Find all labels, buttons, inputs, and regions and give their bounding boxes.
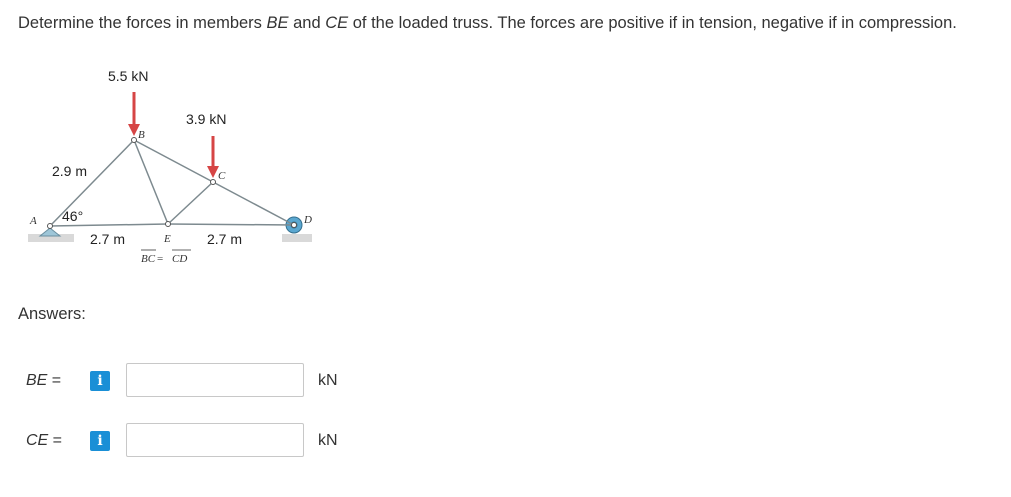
answer-eq-be: = bbox=[47, 372, 62, 389]
node-c-label: C bbox=[218, 170, 226, 182]
answer-var-be: BE bbox=[26, 372, 48, 389]
load-c-label: 3.9 kN bbox=[186, 111, 227, 127]
answer-label-be bbox=[26, 372, 61, 390]
unit-label: kN bbox=[318, 432, 338, 449]
question-part: and bbox=[288, 14, 326, 32]
joint-a bbox=[48, 224, 53, 229]
node-e-label: E bbox=[164, 233, 171, 245]
answer-row-ce bbox=[20, 423, 360, 459]
angle-label: 46° bbox=[62, 208, 84, 224]
answer-var-ce: CE bbox=[26, 432, 49, 449]
unit-label: kN bbox=[318, 372, 338, 389]
node-a-label: A bbox=[30, 215, 37, 227]
info-icon[interactable]: i bbox=[90, 431, 110, 451]
truss-diagram bbox=[28, 58, 338, 283]
span-right-label: 2.7 m bbox=[207, 231, 243, 247]
joint-c bbox=[211, 180, 216, 185]
question-part: of the loaded truss. The forces are positive if in tension, negative if in compression. bbox=[348, 14, 957, 32]
node-d-label: D bbox=[304, 214, 312, 226]
truss-figure bbox=[28, 58, 338, 283]
note-bc: BC bbox=[141, 253, 156, 265]
joint-b bbox=[132, 138, 137, 143]
answer-label-ce bbox=[26, 432, 62, 450]
length-ab-label: 2.9 m bbox=[52, 163, 88, 179]
note-equals: = bbox=[157, 253, 164, 265]
be-answer-input[interactable] bbox=[126, 363, 304, 397]
ground-d bbox=[282, 234, 312, 242]
question-text bbox=[18, 12, 1008, 34]
joint-d bbox=[292, 223, 297, 228]
ce-answer-input[interactable] bbox=[126, 423, 304, 457]
member-be-label: BE bbox=[266, 14, 289, 32]
node-b-label: B bbox=[138, 129, 145, 141]
answer-eq-ce: = bbox=[48, 432, 63, 449]
member-ce-label: CE bbox=[325, 14, 349, 32]
question-part: Determine the forces in members bbox=[18, 14, 267, 32]
member-ed bbox=[168, 224, 294, 225]
load-b-label: 5.5 kN bbox=[108, 68, 149, 84]
answer-row-be bbox=[20, 363, 360, 399]
joint-e bbox=[166, 222, 171, 227]
answers-heading: Answers: bbox=[18, 305, 86, 323]
span-left-label: 2.7 m bbox=[90, 231, 126, 247]
note-cd: CD bbox=[172, 253, 188, 265]
info-icon[interactable]: i bbox=[90, 371, 110, 391]
